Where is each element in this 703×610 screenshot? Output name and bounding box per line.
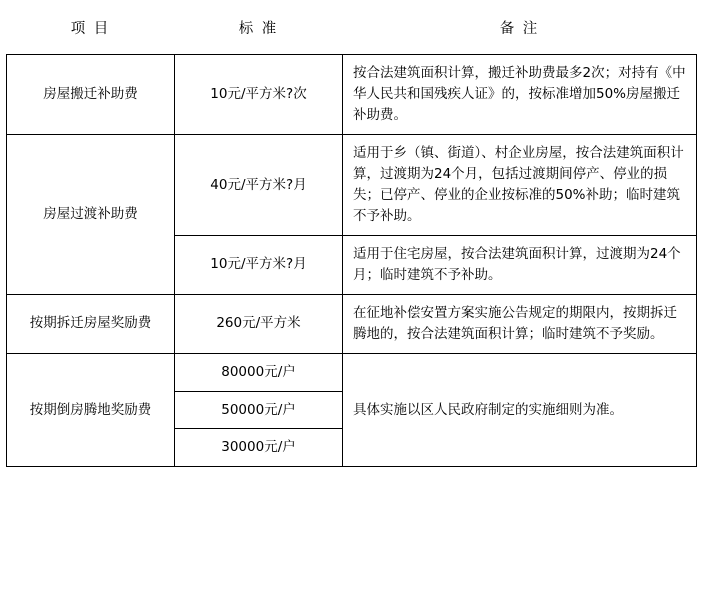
remark-cell: 适用于住宅房屋，按合法建筑面积计算，过渡期为24个月；临时建筑不予补助。 [343,235,697,294]
table-row [7,135,697,236]
standard-cell: 80000元/户 [175,353,343,391]
standard-cell: 50000元/户 [175,391,343,429]
item-name-cell: 房屋过渡补助费 [7,135,175,295]
standard-cell: 260元/平方米 [175,294,343,353]
table-row [7,294,697,353]
table-header-row [7,4,697,55]
header-cell-remark: 备 注 [343,4,697,55]
header-cell-item: 项 目 [7,4,175,55]
standard-cell: 10元/平方米?月 [175,235,343,294]
compensation-standards-table [6,4,697,467]
remark-cell: 按合法建筑面积计算，搬迁补助费最多2次；对持有《中华人民共和国残疾人证》的，按标准增加50%房屋搬迁补助费。 [343,55,697,135]
standard-cell: 10元/平方米?次 [175,55,343,135]
remark-cell: 在征地补偿安置方案实施公告规定的期限内，按期拆迁腾地的，按合法建筑面积计算；临时建筑不予奖励。 [343,294,697,353]
remark-cell: 具体实施以区人民政府制定的实施细则为准。 [343,353,697,467]
standard-cell: 30000元/户 [175,429,343,467]
item-name-cell: 房屋搬迁补助费 [7,55,175,135]
standard-cell: 40元/平方米?月 [175,135,343,236]
table-row [7,353,697,391]
item-name-cell: 按期倒房腾地奖励费 [7,353,175,467]
remark-cell: 适用于乡（镇、街道）、村企业房屋，按合法建筑面积计算，过渡期为24个月，包括过渡期间停产、停业的损失；已停产、停业的企业按标准的50%补助；临时建筑不予补助。 [343,135,697,236]
item-name-cell: 按期拆迁房屋奖励费 [7,294,175,353]
header-cell-standard: 标 准 [175,4,343,55]
table-row [7,55,697,135]
